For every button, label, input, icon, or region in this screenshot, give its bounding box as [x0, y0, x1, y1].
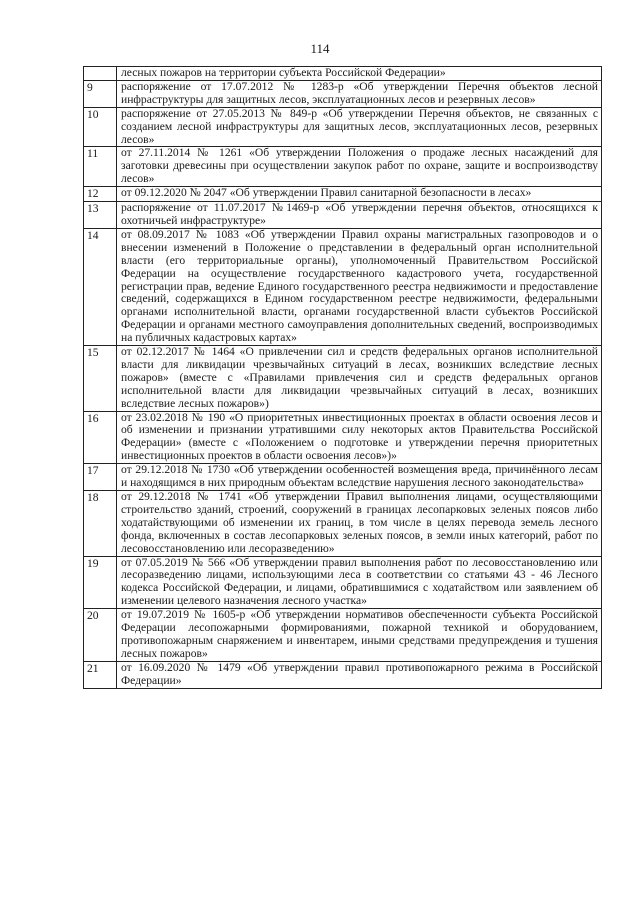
row-text: распоряжение от 17.07.2012 № 1283-р «Об утверждении Перечня объектов лесной инфраструктуры для защитных лесов, эксплуатационных лесов и резервных лесов» — [117, 80, 602, 107]
row-text: распоряжение от 27.05.2013 № 849-р «Об утверждении Перечня объектов, не связанных с созданием лесной инфраструктуры для защитных лесов, эксплуатационных лесов, резервных лесов» — [117, 107, 602, 147]
row-text: от 08.09.2017 № 1083 «Об утверждении Правил охраны магистральных газопроводов и о внесении изменений в Положение о представлении в федеральный орган исполнительной власти (его территориальные органы), уполномоченный Правительством Российской Федерации на осуществление государственного кадастрового учета, государственной регистрации прав, ведение Единого государственного реестра недвижимости и предоставление сведений, содержащихся в Едином государственном реестре недвижимости, федеральными органами исполнительной власти, органами государственной власти субъектов Российской Федерации и органами местного самоуправления дополнительных сведений, воспроизводимых на публичных кадастровых картах» — [117, 228, 602, 345]
page-number: 114 — [310, 41, 330, 56]
table-row — [84, 228, 602, 345]
row-number: 11 — [84, 147, 117, 187]
row-text: от 09.12.2020 № 2047 «Об утверждении Правил санитарной безопасности в лесах» — [117, 187, 602, 202]
table-row — [84, 147, 602, 187]
row-number: 10 — [84, 107, 117, 147]
table-row — [84, 202, 602, 229]
table-row — [84, 661, 602, 688]
row-text: от 02.12.2017 № 1464 «О привлечении сил и средств федеральных органов исполнительной власти для ликвидации чрезвычайных ситуаций в лесах, возникших вследствие лесных пожаров» (вместе с «Правилами привлечения сил и средств федеральных органов исполнительной власти для ликвидации чрезвычайных ситуаций в лесах, возникших вследствие лесных пожаров») — [117, 346, 602, 412]
row-number: 14 — [84, 228, 117, 345]
row-text: от 27.11.2014 № 1261 «Об утверждении Положения о продаже лесных насаждений для заготовки древесины при осуществлении закупок работ по охране, защите и воспроизводству лесов» — [117, 147, 602, 187]
table-row — [84, 107, 602, 147]
table-row — [84, 187, 602, 202]
table-row — [84, 491, 602, 557]
table-row — [84, 609, 602, 662]
row-number: 13 — [84, 202, 117, 229]
row-text: от 07.05.2019 № 566 «Об утверждении правил выполнения работ по лесовосстановлению или лесоразведению лицами, использующими леса в соответствии со статьями 43 - 46 Лесного кодекса Российской Федерации, и лицами, обратившимися с ходатайством или заявлением об изменении целевого назначения лесного участка» — [117, 556, 602, 609]
row-number: 15 — [84, 346, 117, 412]
row-number: 16 — [84, 411, 117, 464]
row-number: 17 — [84, 464, 117, 491]
row-text: от 23.02.2018 № 190 «О приоритетных инвестиционных проектах в области освоения лесов и об изменении и признании утратившими силу некоторых актов Правительства Российской Федерации» (вместе с «Положением о подготовке и утверждении перечня приоритетных инвестиционных проектов в области освоения лесов»)» — [117, 411, 602, 464]
row-number: 12 — [84, 187, 117, 202]
row-number: 19 — [84, 556, 117, 609]
row-text: от 29.12.2018 № 1741 «Об утверждении Правил выполнения лицами, осуществляющими строительство зданий, строений, сооружений в границах лесопарковых зеленых поясов либо ходатайствующими об изменении их границ, в том числе в целях перевода земель лесного фонда, включенных в состав лесопарковых зеленых поясов, в земли иных категорий, работ по лесовосстановлению или лесоразведению» — [117, 491, 602, 557]
row-number: 20 — [84, 609, 117, 662]
table-row — [84, 346, 602, 412]
row-number: 9 — [84, 80, 117, 107]
table-row — [84, 411, 602, 464]
row-number: 18 — [84, 491, 117, 557]
row-text: от 16.09.2020 № 1479 «Об утверждении правил противопожарного режима в Российской Федерации» — [117, 661, 602, 688]
row-text: распоряжение от 11.07.2017 №1469-р «Об утверждении перечня объектов, относящихся к охотничьей инфраструктуре» — [117, 202, 602, 229]
row-number: 21 — [84, 661, 117, 688]
row-number — [84, 67, 117, 81]
table-row — [84, 67, 602, 81]
table-row — [84, 80, 602, 107]
row-text: лесных пожаров на территории субъекта Российской Федерации» — [117, 67, 602, 81]
table-row — [84, 556, 602, 609]
row-text: от 29.12.2018 № 1730 «Об утверждении особенностей возмещения вреда, причинённого лесам и находящимся в них природным объектам вследствие нарушения лесного законодательства» — [117, 464, 602, 491]
row-text: от 19.07.2019 № 1605-р «Об утверждении нормативов обеспеченности субъекта Российской Федерации лесопожарными формированиями, пожарной техникой и оборудованием, противопожарным снаряжением и инвентарем, иными средствами предупреждения и тушения лесных пожаров» — [117, 609, 602, 662]
regulations-table — [83, 66, 602, 689]
table-row — [84, 464, 602, 491]
